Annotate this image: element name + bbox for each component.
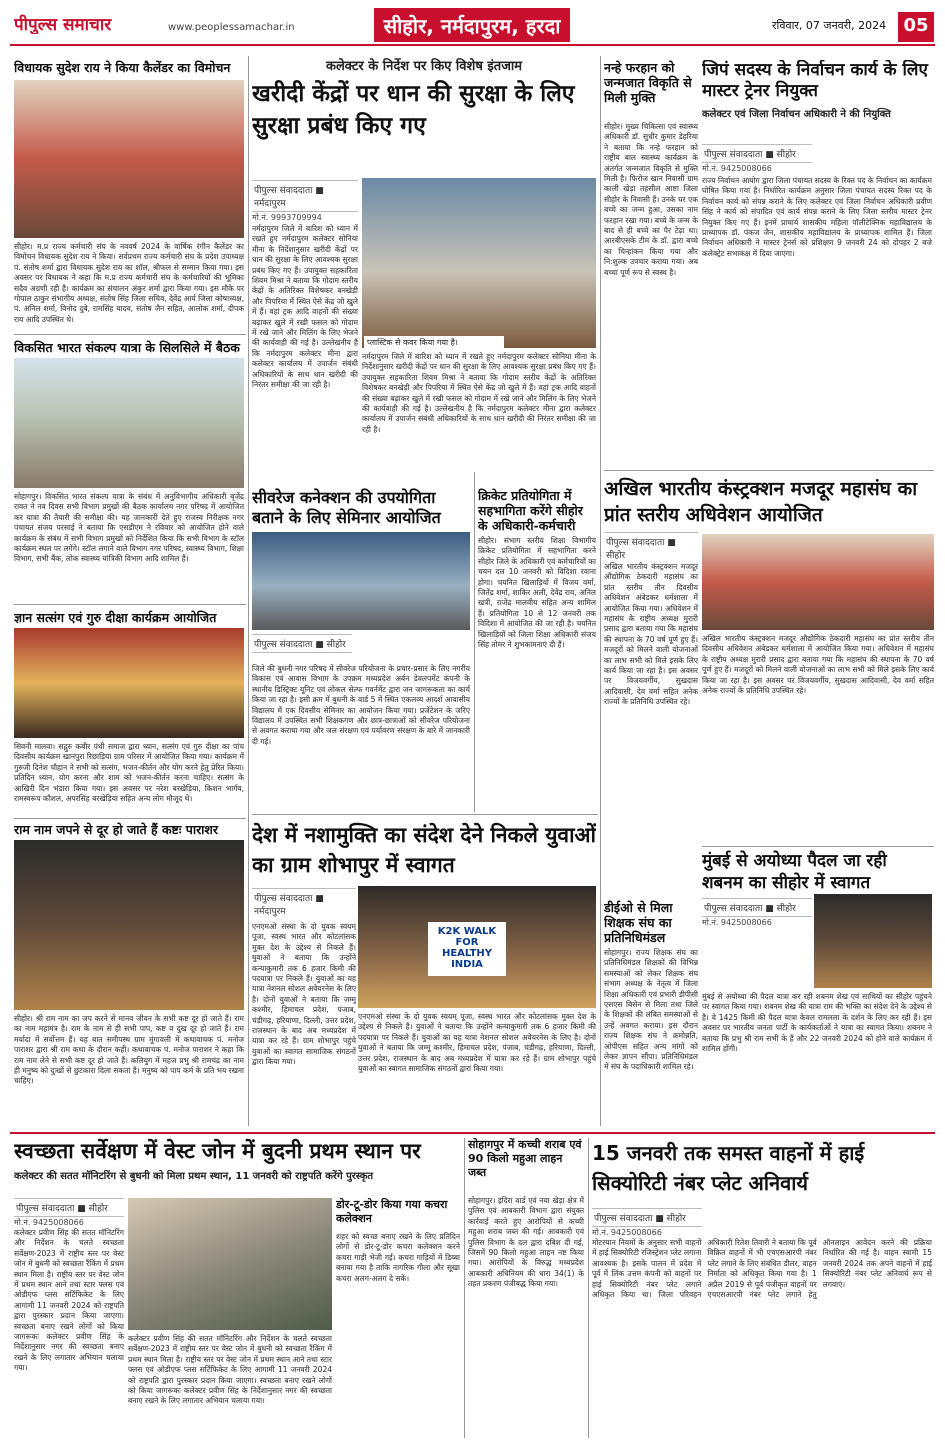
article-body: मुंबई से अयोध्या की पैदल यात्रा कर रही शबनम शेख एवं साथियों का सीहोर पहुंचने पर स्वागत किया गया। शबनम शेख की यात्रा राम की भक्ति का संदेश देने के उद्देश्य से है। वे 1425 किमी की पैदल यात्रा केवल रामलला के दर्शन के लिए कर रही हैं। इस अवसर पर भारतीय जनता पार्टी के कार्यकर्ताओं ने यात्रा का स्वागत किया। शबनम ने बताया कि प्रभु श्री राम सभी के हैं और 22 जनवरी 2024 को होने वाले कार्यक्रम में शामिल होंगी।	[702, 992, 932, 1054]
photo-caption: प्लास्टिक से कवर किया गया है।	[364, 336, 504, 348]
byline-block	[252, 888, 356, 918]
article-calendar	[14, 60, 244, 330]
article-photo	[14, 358, 244, 488]
article-cricket	[478, 488, 596, 808]
mobile-number: मो.नं. 9425008066	[702, 918, 772, 926]
article-photo	[128, 1198, 332, 1330]
article-training	[702, 60, 932, 466]
headline: अखिल भारतीय कंस्ट्रक्शन मजदूर महासंघ का प्रांत स्तरीय अधिवेशन आयोजित	[604, 478, 918, 526]
article-body: मोटरयान नियमों के अनुसार सभी वाहनों में हाई सिक्योरिटी रजिस्ट्रेशन प्लेट लगाना आवश्यक है। इसके पालन में प्रदेश में पूर्व में लिंक उत्तम कंपनी को वाहनों पर हाई सिक्योरिटी नंबर प्लेट लगाने अधिकृत किया था। जिला परिवहन अधिकारी रितेश तिवारी ने बताया कि पूर्व विक्रित वाहनों में भी एचएसआरपी नंबर प्लेट लगाने के लिए संबंधित डीलर, वाहन निर्माता को अधिकृत किया गया है। 1 अप्रैल 2019 से पूर्व पंजीकृत वाहनों पर एचएसआरपी नंबर प्लेट लगाने हेतु ऑनलाइन आवेदन करने की प्रक्रिया निर्धारित की गई है। वाहन स्वामी 15 जनवरी 2024 तक अपने वाहनों में हाई सिक्योरिटी नंबर प्लेट अनिवार्य रूप से लगवाएं।	[592, 1238, 932, 1300]
mobile-number: मो.नं. 9425008066	[14, 1218, 84, 1226]
article-photo	[358, 886, 596, 1008]
byline: पीपुल्स संवाददाता ■ सीहोर	[702, 898, 812, 917]
article-photo	[14, 840, 244, 1010]
header-rule	[10, 44, 935, 46]
article-body: सीहोर। संभाग स्तरीय शिक्षा विभागीय क्रिकेट प्रतियोगिता में सहभागिता करने सीहोर जिले के अधिकारी एवं कर्मचारियों का चयन दल 10 जनवरी को विदिशा रवाना होगा। चयनित खिलाड़ियों में विजय वर्मा, जितेंद्र शर्मा, शाकिर अली, देवेंद्र राय, अनिल खत्री, राजेंद्र मालवीय सहित अन्य शामिल हैं। प्रतियोगिता 10 से 12 जनवरी तक विदिशा में आयोजित की जा रही है। चयनित खिलाड़ियों को जिला शिक्षा अधिकारी संजय सिंह तोमर ने शुभकामनाएं दी हैं।	[478, 536, 596, 650]
headline: सीवरेज कनेक्शन की उपयोगिता बताने के लिए सेमिनार आयोजित	[252, 488, 441, 527]
article-photo	[814, 894, 932, 988]
mobile-number: मो.नं. 9425008066	[592, 1228, 662, 1236]
article-farhan	[604, 60, 698, 466]
column-divider	[474, 472, 475, 812]
article-body: नर्मदापुरम जिले में बारिश को ध्यान में रखते हुए नर्मदापुरम कलेक्टर सोनिया मीना के निर्देशानुसार खरीदी केंद्रों पर धान की सुरक्षा के लिए आवश्यक सुरक्षा प्रबंध किए गए हैं। उपायुक्त सहकारिता शिवम मिश्रा ने बताया कि गोदाम स्तरीय केंद्रों के अतिरिक्त विशेषकर बनखेड़ी और पिपरिया में स्थित ऐसे केंद्र जो खुले में हैं। वहां ट्रक आदि वाहनों की संख्या बढ़ाकर खुले में रखी फसल को गोदाम में रखे जाने और मिलिंग के लिए भेजने की कार्यवाही की गई है। उल्लेखनीय है कि नर्मदापुरम कलेक्टर मीना द्वारा कलेक्टर कार्यालय में उपार्जन संबंधी अधिकारियों के साथ धान खरीदी की निरंतर समीक्षा की जा रही है।	[252, 224, 358, 390]
headline: क्रिकेट प्रतियोगिता में सहभागिता करेंगे सीहोर के अधिकारी-कर्मचारी	[478, 488, 583, 533]
article-body: राज्य निर्वाचन आयोग द्वारा जिला पंचायत सदस्य के रिक्त पद के निर्वाचन का कार्यक्रम घोषित किया गया है। निर्धारित कार्यक्रम अनुसार जिला पंचायत सदस्य रिक्त पद के निर्वाचन कार्य को संपन्न कराने के लिए कलेक्टर एवं जिला निर्वाचन अधिकारी प्रवीण सिंह ने कार्य को संपादित एवं कार्य संपन्न कराने के लिए जिला स्तरीय मास्टर ट्रेनर नियुक्त किए गए हैं। इनमें प्राचार्य शासकीय महिला पॉलीटेक्निक महाविद्यालय के प्राध्यापक डॉ. पंकज जैन, शासकीय महाविद्यालय के प्राध्यापक शामिल हैं। जिला निर्वाचन अधिकारी ने मास्टर ट्रेनर्स को प्रशिक्षण 9 जनवरी 24 को दोपहर 2 बजे कलेक्ट्रेट सभाकक्ष में दिया जाएगा।	[702, 176, 932, 258]
article-body-continued: कलेक्टर प्रवीण सिंह की सतत मॉनिटरिंग और निर्देशन के चलते स्वच्छता सर्वेक्षण-2023 में राष्ट्रीय स्तर पर वेस्ट जोन में बुधनी को स्वच्छता रैंकिंग में प्रथम स्थान मिला है। राष्ट्रीय स्तर पर वेस्ट जोन में प्रथम स्थान आने तथा स्टार फ्लस एवं ओडीएफ प्लस सर्टिफिकेट के लिए आगामी 11 जनवरी 2024 को राष्ट्रपति द्वारा पुरस्कार प्रदान किया जाएगा। स्वच्छता बनाए रखने लोगों को किया जागरूकः कलेक्टर प्रवीण सिंह के निर्देशानुसार नगर की स्वच्छता बनाए रखने के लिए लगातार अभियान चलाया गया।	[128, 1334, 332, 1406]
divider	[604, 470, 934, 471]
headline: स्वच्छता सर्वेक्षण में वेस्ट जोन में बुदनी प्रथम स्थान पर	[14, 1139, 421, 1163]
masthead	[0, 0, 945, 44]
kicker: कलेक्टर के निर्देश पर किए विशेष इंतजाम	[326, 59, 522, 74]
article-photo	[14, 80, 244, 238]
divider	[14, 334, 246, 335]
headline: ज्ञान सत्संग एवं गुरु दीक्षा कार्यक्रम आयोजित	[14, 610, 217, 625]
newspaper-logo: पीपुल्स समाचार	[14, 15, 112, 34]
article-body-continued: एनएमओ संस्था के दो युवक स्वयम् पूजा, स्वस्थ भारत और कोटलांसक मुक्त देश के उद्देश्य से निकले हैं। युवाओं ने बताया कि उन्होंने कन्याकुमारी तक 6 हजार किमी की पदयात्रा पर निकले हैं। युवाओं का यह यात्रा नेशनल सोशल अवेयरनेस के लिए है। दोनों युवाओं ने बताया कि जम्मू कश्मीर, हिमाचल प्रदेश, पंजाब, चंडीगढ़, हरियाणा, दिल्ली, उत्तर प्रदेश, राजस्थान के बाद अब मध्यप्रदेश में यात्रा कर रहे हैं। ग्राम शोभापुर पहुंचे युवाओं का स्वागत सामाजिक संगठनों द्वारा किया गया।	[358, 1012, 596, 1074]
article-satsang	[14, 610, 244, 810]
section-title: सीहोर, नर्मदापुरम, हरदा	[374, 8, 570, 42]
article-sewerage	[252, 488, 470, 808]
article-dio	[604, 900, 698, 1128]
issue-date: रविवार, 07 जनवरी, 2024	[772, 19, 887, 32]
byline-block	[592, 1208, 702, 1236]
article-swachhata	[14, 1138, 460, 1438]
article-sankalp	[14, 340, 244, 602]
article-mazdoor	[604, 476, 934, 844]
divider	[252, 814, 598, 815]
headline: राम नाम जपने से दूर हो जाते हैं कष्टः पाराशर	[14, 822, 219, 837]
headline: 15 जनवरी तक समस्त वाहनों में हाई सिक्योरिटी नंबर प्लेट अनिवार्य	[592, 1141, 865, 1195]
headline: विधायक सुदेश राय ने किया कैलेंडर का विमोचन	[14, 60, 231, 75]
walk-banner: K2K WALK FOR HEALTHY INDIA	[428, 922, 506, 976]
article-body: कलेक्टर प्रवीण सिंह की सतत मॉनिटरिंग और निर्देशन के चलते स्वच्छता सर्वेक्षण-2023 में राष्ट्रीय स्तर पर वेस्ट जोन में बुधनी को स्वच्छता रैंकिंग में प्रथम स्थान मिला है। राष्ट्रीय स्तर पर वेस्ट जोन में प्रथम स्थान आने तथा स्टार फ्लस एवं ओडीएफ प्लस सर्टिफिकेट के लिए आगामी 11 जनवरी 2024 को राष्ट्रपति द्वारा पुरस्कार प्रदान किया जाएगा। स्वच्छता बनाए रखने लोगों को किया जागरूकः कलेक्टर प्रवीण सिंह के निर्देशानुसार नगर की स्वच्छता बनाए रखने के लिए लगातार अभियान चलाया गया।	[14, 1228, 124, 1373]
headline: मुंबई से अयोध्या पैदल जा रही शबनम का सीहोर में स्वागत	[702, 851, 887, 893]
article-paddy	[252, 56, 596, 466]
byline-block	[252, 180, 358, 220]
article-body: एनएमओ संस्था के दो युवक स्वयम् पूजा, स्वस्थ भारत और कोटलांसक मुक्त देश के उद्देश्य से निकले हैं। युवाओं ने बताया कि उन्होंने कन्याकुमारी तक 6 हजार किमी की पदयात्रा पर निकले हैं। युवाओं का यह यात्रा नेशनल सोशल अवेयरनेस के लिए है। दोनों युवाओं ने बताया कि जम्मू कश्मीर, हिमाचल प्रदेश, पंजाब, चंडीगढ़, हरियाणा, दिल्ली, उत्तर प्रदेश, राजस्थान के बाद अब मध्यप्रदेश में यात्रा कर रहे हैं। ग्राम शोभापुर पहुंचे युवाओं का स्वागत सामाजिक संगठनों द्वारा किया गया।	[252, 922, 356, 1067]
byline: पीपुल्स संवाददाता ■ नर्मदापुरम	[252, 180, 358, 212]
byline: पीपुल्स संवाददाता ■ सीहोर	[14, 1198, 124, 1217]
byline-block	[702, 144, 812, 172]
headline: जिपं सदस्य के निर्वाचन कार्य के लिए मास्टर ट्रेनर नियुक्त	[702, 60, 928, 101]
divider	[702, 846, 934, 847]
article-body: जिले की बुधनी नगर परिषद में सीवरेज परियोजना के प्रचार-प्रसार के लिए नगरीय विकास एवं आवास विभाग के उपक्रम मध्यप्रदेश अर्बन डेवलपमेंट कंपनी के स्थानीय डिस्ट्रिक्ट यूनिट एवं लोकल सेल्फ गवर्नमेंट द्वारा जन जागरूकता का कार्य किया जा रहा है। इसी क्रम में बुधनी के वार्ड 5 में स्थित एकलव्य आदर्श आवासीय विद्यालय में एक दिवसीय सेमिनार का आयोजन किया गया। प्रजेंटेशन के जरिए विद्यालय में उपस्थित सभी शिक्षकगण और छात्र-छात्राओं को सीवरेज परियोजना से अवगत कराया गया और जल संरक्षण एवं पर्यावरण संरक्षण के बारे में जानकारी दी गई।	[252, 664, 470, 746]
column-divider	[464, 1138, 465, 1438]
byline: पीपुल्स संवाददाता ■ सीहोर	[592, 1208, 702, 1227]
article-body: सीहोर। म.प्र राज्य कर्मचारी संघ के नववर्ष 2024 के वार्षिक रंगीन कैलेंडर का विमोचन विधायक सुदेश राय ने किया। सर्वप्रथम राज्य कर्मचारी संघ के प्रदेश उपाध्यक्ष पं. संतोष शर्मा द्वारा विधायक सुदेश राय का शॉल, श्रीफल से सम्मान किया गया। इस अवसर पर विधायक ने कहा कि म.प्र राज्य कर्मचारी संघ के कर्मचारियों की भूमिका सदैव अग्रणी रही है। कार्यक्रम का संचालन अंकुर शर्मा द्वारा किया गया। इस मौके पर गोपाल ठाकुर संभागीय अध्यक्ष, संतोष सिंह जिला सचिव, देवेंद्र आर्य जिला कोषाध्यक्ष, पं. अनिल शर्मा, विनोद दुबे, रामसिंह यादव, संतोष जैन सहित, आलोक शर्मा, दीपक राय आदि उपस्थित थे।	[14, 242, 244, 324]
byline: पीपुल्स संवाददाता ■ सीहोर	[702, 144, 812, 163]
article-photo	[362, 178, 596, 348]
column-divider	[600, 56, 601, 1126]
byline-block	[14, 1198, 124, 1226]
byline-block	[604, 532, 698, 560]
article-photo	[14, 628, 244, 738]
article-body: सोहागपुर। राज्य शिक्षक संघ का प्रतिनिधिमंडल शिक्षकों की विभिन्न समस्याओं को लेकर शिक्षक संघ संभाग अध्यक्ष के नेतृत्व में जिला शिक्षा अधिकारी एवं प्रभारी डीपीसी एसएस बिसेन से मिला तथा जिले के शिक्षकों की लंबित समस्याओं से उन्हें अवगत कराया। इस दौरान राज्य शिक्षक संघ ने क्रमोन्नति, ओपीएस सहित अन्य मांगों को लेकर ज्ञापन सौंपा। प्रतिनिधिमंडल में संघ के पदाधिकारी शामिल रहे।	[604, 948, 698, 1072]
article-body: सोहागपुर। विकसित भारत संकल्प यात्रा के संबंध में अनुविभागीय अधिकारी बृजेंद्र रावत ने नव दिवस सभी विभाग प्रमुखों की बैठक कार्यालय नगर परिषद में आयोजित कर यात्रा की तैयारी की समीक्षा की। यह जानकारी देते हुए राजस्व निरीक्षक नगर पंचायत संजय परसाई ने बताया कि एसडीएम ने रविवार को आयोजित होने वाले कार्यक्रम के संबंध में सभी विभाग प्रमुखों को निर्देशित किया कि सभी विभाग के स्टॉल कार्यक्रम स्थल पर लगेंगे। स्टॉल लगाने वाले विभाग नगर परिषद, स्वास्थ्य विभाग, शिक्षा विभाग, सभी बैंक, लोक स्वास्थ्य यांत्रिकी विभाग आदि शामिल हैं।	[14, 492, 244, 564]
article-photo	[252, 532, 470, 630]
mobile-number: मो.नं. 9993709994	[252, 213, 322, 220]
article-photo	[702, 534, 934, 630]
byline-block	[702, 898, 812, 926]
article-ramnaam	[14, 822, 244, 1130]
mobile-number: मो.नं. 9425008066	[702, 164, 772, 172]
kicker: कलेक्टर की सतत मॉनिटरिंग से बुधनी को मिला प्रथम स्थान, 11 जनवरी को राष्ट्रपति करेंगे पुरस्कृत	[14, 1171, 374, 1182]
byline: पीपुल्स संवाददाता ■ सीहोर	[604, 532, 698, 560]
headline: नन्हे फरहान को जन्मजात विकृति से मिली मुक्ति	[604, 60, 692, 105]
article-body-continued: नर्मदापुरम जिले में बारिश को ध्यान में रखते हुए नर्मदापुरम कलेक्टर सोनिया मीना के निर्देशानुसार खरीदी केंद्रों पर धान की सुरक्षा के लिए आवश्यक सुरक्षा प्रबंध किए गए हैं। उपायुक्त सहकारिता शिवम मिश्रा ने बताया कि गोदाम स्तरीय केंद्रों के अतिरिक्त विशेषकर बनखेड़ी और पिपरिया में स्थित ऐसे केंद्र जो खुले में हैं। वहां ट्रक आदि वाहनों की संख्या बढ़ाकर खुले में रखी फसल को गोदाम में रखे जाने और मिलिंग के लिए भेजने की कार्यवाही की गई है। उल्लेखनीय है कि नर्मदापुरम कलेक्टर मीना द्वारा कलेक्टर कार्यालय में उपार्जन संबंधी अधिकारियों के साथ धान खरीदी की निरंतर समीक्षा की जा रही है।	[362, 352, 596, 434]
byline: पीपुल्स संवाददाता ■ सीहोर	[252, 634, 352, 653]
byline-block	[252, 634, 352, 662]
article-mumbai	[702, 850, 932, 1128]
column-divider	[588, 1138, 589, 1438]
article-body: अखिल भारतीय कंस्ट्रक्शन मजदूर औद्योगिक ठेकदारी महासंघ का प्रांत स्तरीय तीन दिवसीय अधिवेशन अंबेडकर धर्मशाला में आयोजित किया गया। अधिवेशन में महासंघ के राष्ट्रीय अध्यक्ष मुरारी प्रसाद द्वारा बताया गया कि महासंघ की स्थापना के 70 वर्ष पूर्ण हुए हैं। मजदूरों को मिलने वाली योजनाओं का लाभ सभी को मिले इसके लिए कार्य किया जा रहा है। इस अवसर पर विजयवर्गीय, सुखदास आदिवासी, देव वर्मा सहित अनेक राज्यों के प्रतिनिधि उपस्थित रहे।	[604, 562, 698, 707]
article-body: सीहोर। श्री राम नाम का जप करने से मानव जीवन के सभी कष्ट दूर हो जाते हैं। राम का नाम महामंत्र है। राम के नाम से ही सभी पाप, कष्ट व दुख दूर हो जाते हैं। राम मर्यादा में सर्वोत्तम हैं। यह बात समीपस्थ ग्राम मुंगावली में कथावाचक पं. मनोज पाराशर द्वारा श्री राम कथा के दौरान कही। कथावाचक पं. मनोज पाराशर ने कहा कि राम नाम लेने से सभी कष्ट दूर हो जाते हैं। कलियुग में महज प्रभु श्री रामचंद्र का नाम ही मनुष्य को दुःखों से छुटकारा दिला सकता है। मनुष्य को पाप कर्म के प्रति भय रखना चाहिए।	[14, 1014, 244, 1086]
divider	[14, 818, 246, 819]
headline: देश में नशामुक्ति का संदेश देने निकले युवाओं का ग्राम शोभापुर में स्वागत	[252, 823, 596, 877]
column-divider	[248, 56, 249, 1126]
headline: सोहागपुर में कच्ची शराब एवं 90 किलो महुआ लाहन जब्त	[468, 1138, 582, 1179]
headline: डीईओ से मिला शिक्षक संघ का प्रतिनिधिमंडल	[604, 900, 673, 945]
sub-story	[336, 1198, 460, 1438]
sub-story-body: शहर को स्वच्छ बनाए रखने के लिए प्रतिदिन लोगों से डोर-टू-डोर कचरा कलेक्शन करने कचरा गाड़ी भेजी गई। कचरा गाड़ियों में डिब्बा बनाया गया है ताकि नागरिक गीला और सूखा कचरा अलग-अलग दे सकें।	[336, 1232, 460, 1283]
subhead: डोर-टू-डोर किया गया कचरा कलेक्शन	[336, 1198, 448, 1225]
headline: विकसित भारत संकल्प यात्रा के सिलसिले में बैठक	[14, 340, 240, 355]
byline: पीपुल्स संवाददाता ■ नर्मदापुरम	[252, 888, 356, 918]
bottom-band-rule	[10, 1132, 935, 1134]
article-nashamukti	[252, 820, 596, 1128]
article-body: सोहागपुर। इंदिरा वार्ड एवं नया खेड़ा क्षेत्र में पुलिस एवं आबकारी विभाग द्वारा संयुक्त कार्रवाई करते हुए आरोपियों से कच्ची महुआ शराब जब्त की गई। आबकारी एवं पुलिस विभाग के दल द्वारा दबिश दी गई, जिसमें 90 किलो महुआ लाहन नष्ट किया गया। आरोपियों के विरुद्ध मध्यप्रदेश आबकारी अधिनियम की धारा 34(1) के तहत प्रकरण पंजीबद्ध किया गया।	[468, 1196, 584, 1289]
article-body: सिवनी मालवा। सद्गुरु कबीर पंथी समाज द्वारा ध्यान, सत्संग एवं गुरु दीक्षा का पांच दिवसीय कार्यक्रम खानपुरा रिछाड़िया ग्राम परिसर में आयोजित किया गया। कार्यक्रम में गुरुजी दिनेश चौहान ने सभी को सत्संग, भजन-कीर्तन और योग करने हेतु प्रेरित किया। प्रतिदिन ध्यान, योग करना और शाम को भजन-कीर्तन करना चाहिए। सत्संग के आखिरी दिन भंडारा किया गया। इस अवसर पर नरेश बरखेड़िया, किशन भार्गव, रामस्वरूप कौशल, अपरसिंह बरखेड़िया सहित अन्य लोग मौजूद थे।	[14, 742, 244, 804]
article-body-continued: अखिल भारतीय कंस्ट्रक्शन मजदूर औद्योगिक ठेकदारी महासंघ का प्रांत स्तरीय तीन दिवसीय अधिवेशन अंबेडकर धर्मशाला में आयोजित किया गया। अधिवेशन में महासंघ के राष्ट्रीय अध्यक्ष मुरारी प्रसाद द्वारा बताया गया कि महासंघ की स्थापना के 70 वर्ष पूर्ण हुए हैं। मजदूरों को मिलने वाली योजनाओं का लाभ सभी को मिले इसके लिए कार्य किया जा रहा है। इस अवसर पर विजयवर्गीय, सुखदास आदिवासी, देव वर्मा सहित अनेक राज्यों के प्रतिनिधि उपस्थित रहे।	[702, 634, 934, 696]
article-sharab	[468, 1138, 584, 1438]
article-hsrp	[592, 1138, 932, 1438]
divider	[14, 604, 246, 605]
page-number: 05	[898, 12, 934, 42]
kicker: कलेक्टर एवं जिला निर्वाचन अधिकारी ने की नियुक्ति	[702, 109, 891, 120]
website-url: www.peoplessamachar.in	[168, 22, 295, 33]
headline: खरीदी केंद्रों पर धान की सुरक्षा के लिए सुरक्षा प्रबंध किए गए	[252, 81, 575, 139]
article-body: सीहोर। मुख्य चिकित्सा एवं स्वास्थ्य अधिकारी डॉ. सुधीर कुमार डेहरिया ने बताया कि नन्हे फरहान को राष्ट्रीय बाल स्वास्थ्य कार्यक्रम के अंतर्गत जन्मजात विकृति से मुक्ति मिली है। फिरोज खान निवासी ग्राम काली खेड़ा तहसील आष्टा जिला सीहोर के निवासी हैं। उनके घर एक बच्चे का जन्म हुआ, उसका नाम फरहान रखा गया। बच्चे के जन्म के बाद से ही बच्चे का पैर टेढ़ा था। आरबीएसके टीम के डॉ. द्वारा बच्चे का चिन्हांकन किया गया और नि:शुल्क उपचार कराया गया। अब बच्चा पूर्ण रूप से स्वस्थ है।	[604, 122, 698, 277]
